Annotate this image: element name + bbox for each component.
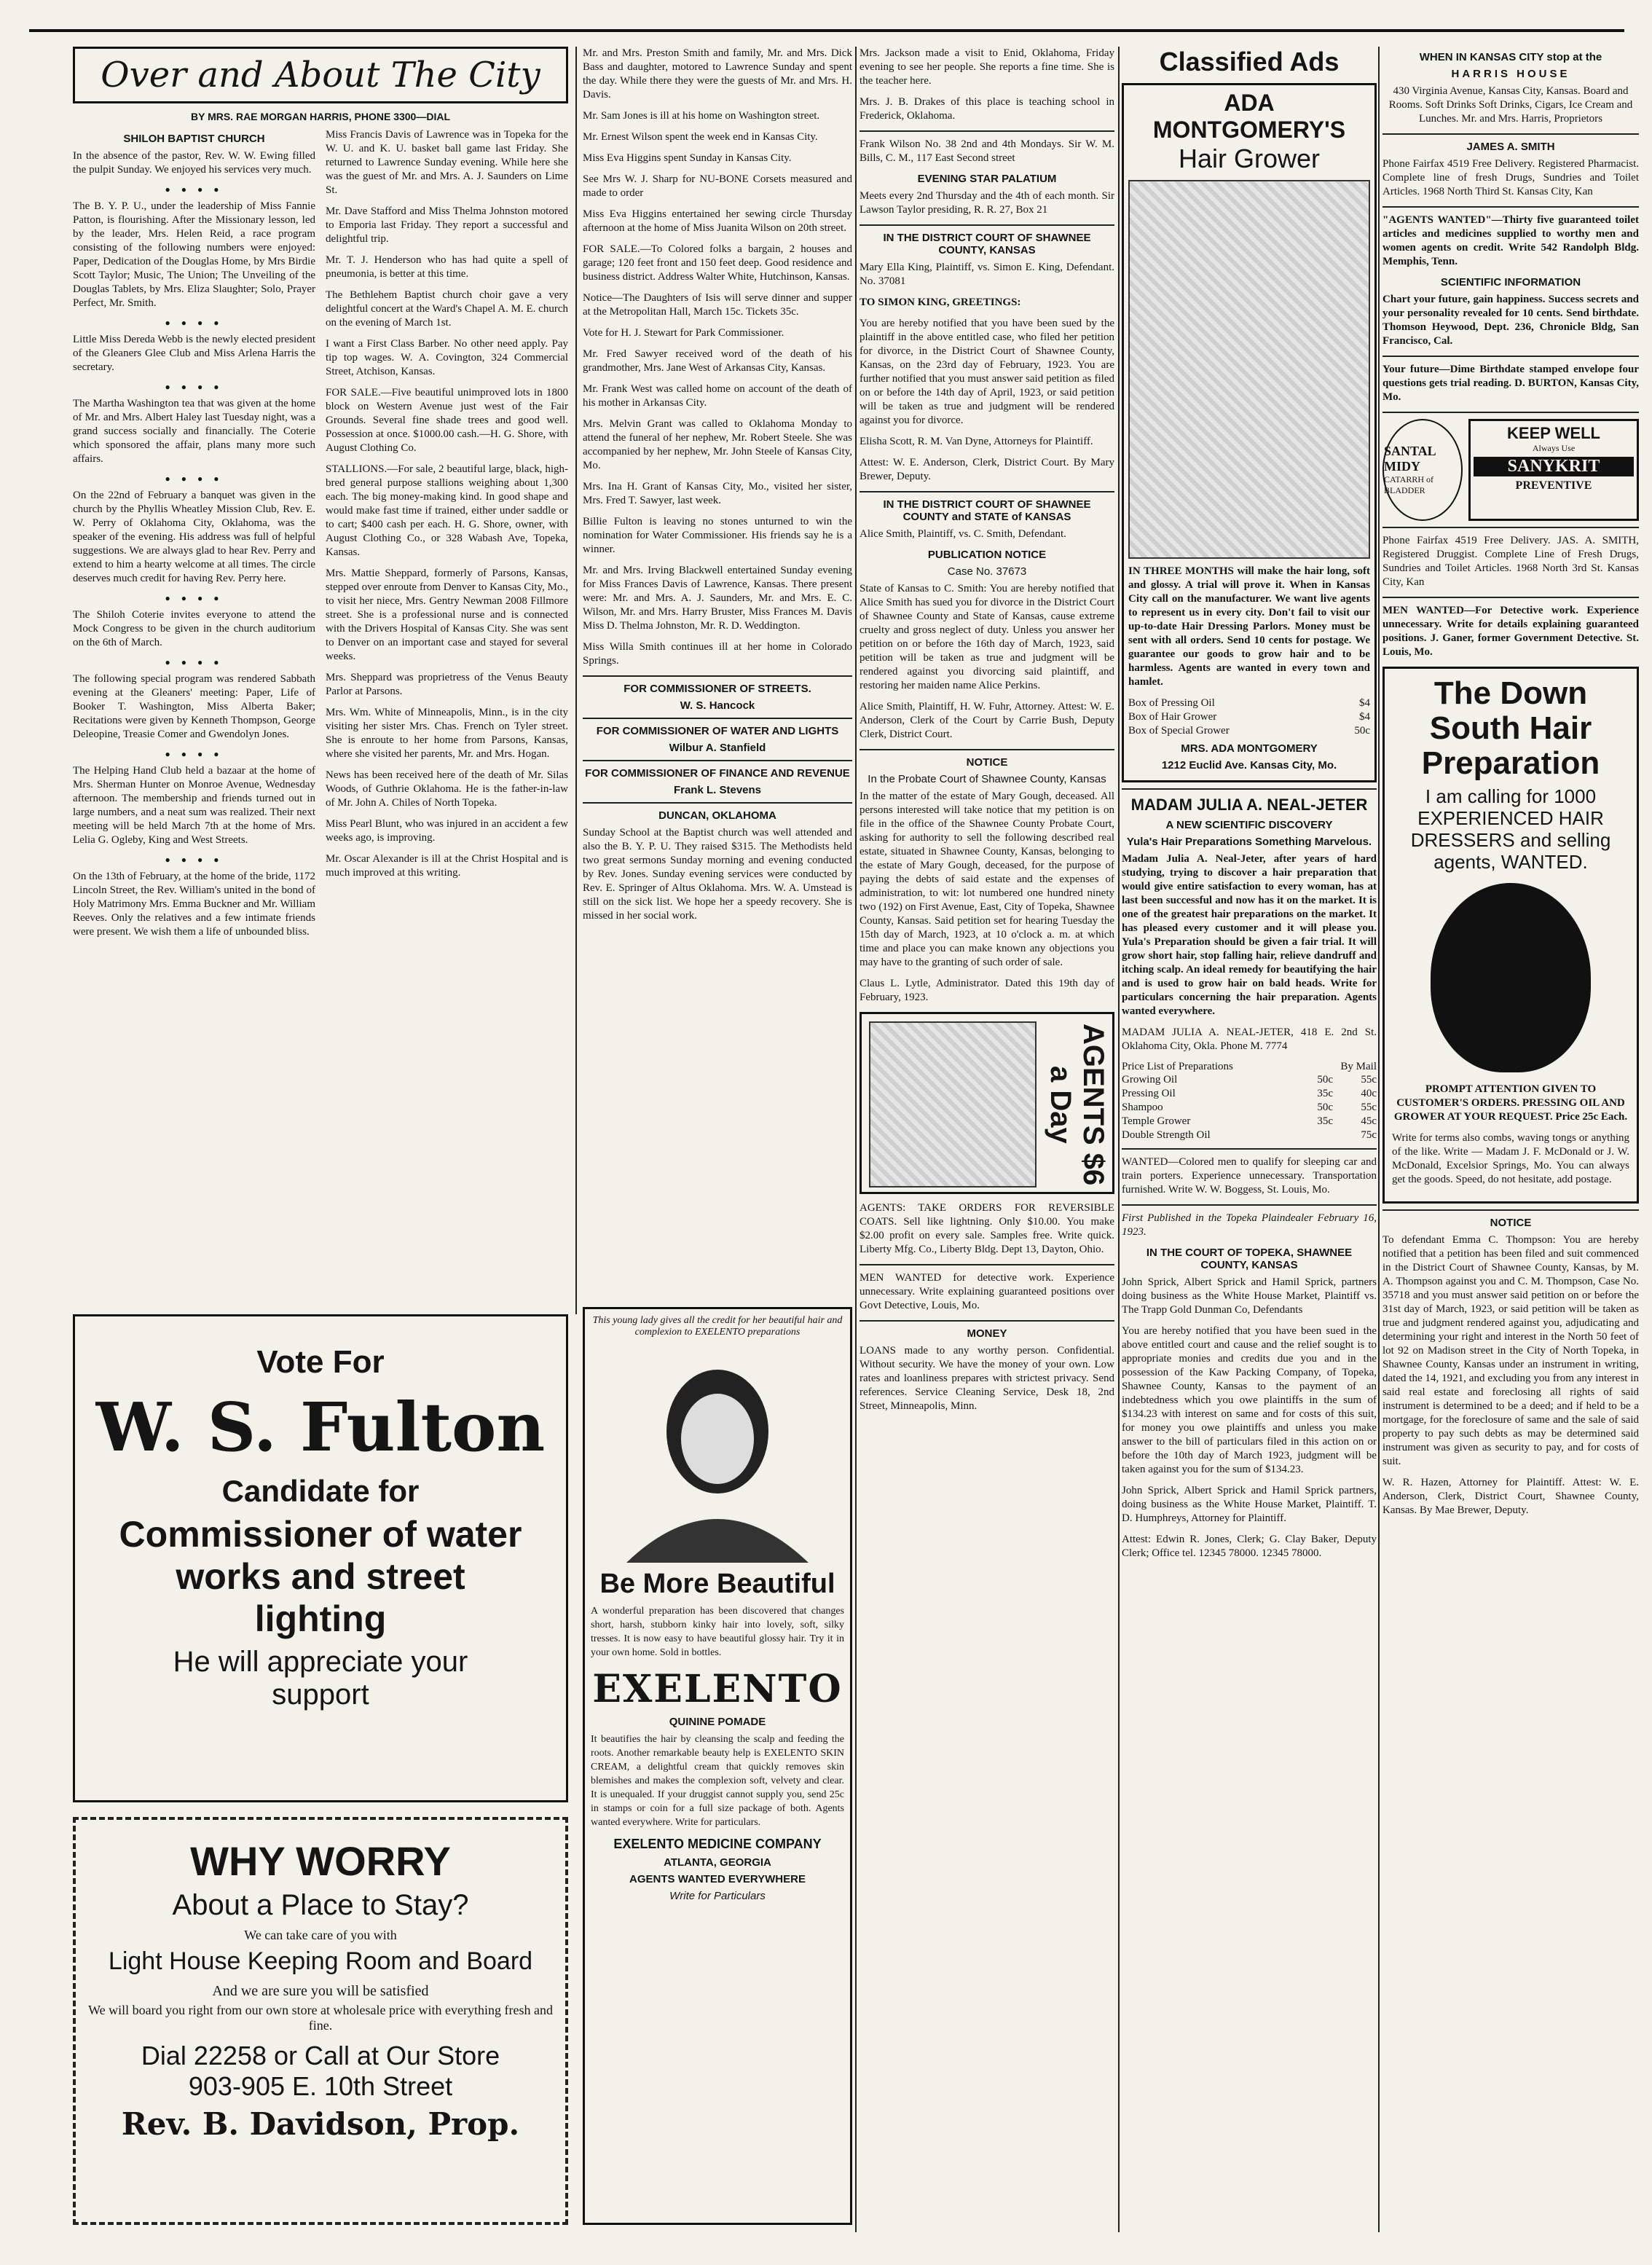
julia-price-list — [1122, 1073, 1377, 1142]
fulton-ad — [73, 1314, 568, 1802]
col2-items — [583, 47, 852, 668]
price-value: $4 — [1359, 711, 1370, 723]
price-value — [1289, 1128, 1333, 1142]
news-item: FOR SALE.—To Colored folks a bargain, 2 houses and garage; 120 feet front and 150 feet deep. Good residence and business district. Address Walter White, Hutchinson, Kansas. — [583, 243, 852, 283]
julia-tag: Yula's Hair Preparations Something Marvelous. — [1126, 836, 1372, 848]
court2-case: Case No. 37673 — [947, 565, 1027, 578]
column-rule — [575, 47, 577, 1314]
pol-water-name: Wilbur A. Stanfield — [669, 742, 766, 754]
duncan-heading: DUNCAN, OKLAHOMA — [658, 809, 776, 822]
worry-headline: WHY WORRY — [190, 1838, 451, 1884]
news-item: Billie Fulton is leaving no stones unturned to win the nomination for Water Commissioner. His friends say he is a winner. — [583, 516, 852, 555]
masthead-box — [73, 47, 568, 103]
society-col-a — [73, 128, 315, 946]
probate-sign: Claus L. Lytle, Administrator. Dated this 19th day of February, 1923. — [860, 978, 1114, 1003]
news-item: Miss Eva Higgins spent Sunday in Kansas City. — [583, 152, 792, 164]
price-mail: 55c — [1361, 1102, 1377, 1113]
fulton-name: W. S. Fulton — [95, 1388, 546, 1467]
court1-body: You are hereby notified that you have been sued by the plaintiff in the above entitled case, who filed her petition for divorce, in the District Court of Shawnee County, Kansas, on the 23rd day of February, 1923. You are further notified that you must answer said petition as filed on or before the 14th day of April, 1923, or said petition will be taken as true and judgment will be rendered against you for divorce. — [860, 318, 1114, 426]
shiloh-heading: SHILOH BAPTIST CHURCH — [123, 133, 265, 145]
news-item: Mr. T. J. Henderson who has had quite a spell of pneumonia, is better at this time. — [326, 254, 568, 280]
preventive: PREVENTIVE — [1515, 479, 1592, 492]
price-item: Box of Pressing Oil — [1128, 697, 1215, 709]
price-row — [1122, 1101, 1377, 1115]
newspaper-page — [29, 29, 1639, 2244]
probate-sub: In the Probate Court of Shawnee County, Kansas — [868, 773, 1106, 785]
julia-address: MADAM JULIA A. NEAL-JETER, 418 E. 2nd St. Oklahoma City, Okla. Phone M. 7774 — [1122, 1026, 1377, 1052]
news-item: See Mrs W. J. Sharp for NU-BONE Corsets measured and made to order — [583, 173, 852, 199]
news-item: FOR SALE.—Five beautiful unimproved lots in 1800 block on Western Avenue just west of the Fair Grounds. Several fine shade trees and good well. Possession at once. $1000.00 cash.—H. G. Shore, with August Clothing Co. — [326, 387, 568, 454]
worry-phone: Dial 22258 or Call at Our Store — [141, 2041, 500, 2070]
julia-by-mail: By Mail — [1340, 1061, 1377, 1072]
evening-star-heading: EVENING STAR PALATIUM — [917, 173, 1057, 185]
exelento-caption: This young lady gives all the credit for her beautiful hair and complexion to EXELENTO preparations — [592, 1315, 843, 1338]
shiloh-items — [73, 149, 315, 939]
agents-coats: AGENTS: TAKE ORDERS FOR REVERSIBLE COATS. Sell like lightning. Only $10.00. You make $2.00 profit on every sale. Samples free. Write quick. Liberty Mfg. Co., Liberty Bldg. Dept 13, Dayton, Ohio. — [860, 1202, 1114, 1255]
down-head-1: The Down — [1433, 675, 1588, 711]
column-2 — [583, 47, 852, 1314]
price-mail: 75c — [1361, 1129, 1377, 1141]
news-item: Miss Willa Smith continues ill at her home in Colorado Springs. — [583, 641, 852, 667]
fulton-support: support — [272, 1679, 369, 1711]
down-body: I am calling for 1000 EXPERIENCED HAIR DRESSERS and selling agents, WANTED. — [1410, 785, 1611, 873]
byline: BY MRS. RAE MORGAN HARRIS, PHONE 3300—DIAL — [190, 111, 450, 122]
court3-attest: Attest: Edwin R. Jones, Clerk; G. Clay Baker, Deputy Clerk; Office tel. 12345 78000. 12345 78000. — [1122, 1534, 1377, 1559]
news-item: Mr. and Mrs. Irving Blackwell entertained Sunday evening for Miss Frances Davis of Lawrence, Kansas. There present were: Mr. and Mrs. A. J. Saunders, Mr. and Mrs. E. C. Wilson, Mr. and Mrs. Harry Bruster, Miss Frances M. Davis Miss D. Thelma Johnston, Mr. R. D. Weddington. — [583, 565, 852, 632]
news-item: On the 13th of February, at the home of the bride, 1172 Lincoln Street, the Rev. William's united in the bond of Holy Matrimony Mrs. Emma Buckner and Mr. William Reeves. Only the relatives and a few intimate friends were present. We wish them a life of unbounded bliss. — [73, 871, 315, 938]
column-3 — [860, 47, 1114, 2232]
court1-attest: Attest: W. E. Anderson, Clerk, District Court. By Mary Brewer, Deputy. — [860, 457, 1114, 482]
news-item: Mrs. Ina H. Grant of Kansas City, Mo., visited her sister, Mrs. Fred T. Sawyer, last week. — [583, 481, 852, 506]
separator-stars: ● ● ● ● — [165, 382, 224, 392]
ada-heading: ADA MONTGOMERY'S — [1152, 90, 1346, 143]
column-5 — [1382, 47, 1639, 2232]
santal-midy: SANTAL MIDY — [1384, 444, 1436, 474]
sanykrit: SANYKRIT — [1474, 457, 1634, 476]
masthead-title: Over and About The City — [101, 55, 540, 95]
worry-proprietor: Rev. B. Davidson, Prop. — [121, 2106, 520, 2142]
news-item: The B. Y. P. U., under the leadership of Miss Fannie Patton, is flourishing. After the Missionary lesson, led by the leader, Mrs. Helen Reid, a race program consisting of the following numbers were enjoyed: Paper, Dedication of the Douglas Home, by Mrs Birdie Scott Taylor; Music, The Union; The Unveiling of the Douglas Tablets, by Mrs. Eliza Slaughter; Solo, Prayer Perfect, Mr. Smith. — [73, 200, 315, 309]
exelento-city: ATLANTA, GEORGIA — [664, 1856, 771, 1869]
news-item: On the 22nd of February a banquet was given in the church by the Phyllis Wheatley Mission Club, Rev. E. W. Perry of Oklahoma City, Oklahoma, was the speaker of the evening. His address was full of helpful suggestions. We are always glad to hear Rev. Perry and extend to him a hearty welcome at all times. The circle deserves much credit for having Rev. Perry here. — [73, 490, 315, 584]
news-item: Little Miss Dereda Webb is the newly elected president of the Gleaners Glee Club and Miss Arlena Harris the secretary. — [73, 334, 315, 373]
exelento-agents: AGENTS WANTED EVERYWHERE — [629, 1873, 806, 1885]
probate-body: In the matter of the estate of Mary Gough, deceased. All persons interested will take notice that my petition is on file in the office of the Shawnee County Probate Court, asking for authority to sell the following described real estate, situated in Shawnee County, Kansas, belonging to the estate of Mary Gough, deceased, for the purpose of paying the debts of said estate and the expenses of administration, to wit: lot numbered one hundred ninety two (192) on First Avenue, East, City of Topeka, Shawnee County, Kansas. Said petition set for hearing Tuesday the 15th day of March, 1923, at 10 o'clock a. m. at which time and place you can make known any objections you may have to the granting of such order of sale. — [860, 790, 1114, 968]
porters-wanted: WANTED—Colored men to qualify for sleeping car and train porters. Experience unnecessary. Transportation furnished. Write W. W. Boggess, St. Louis, Mo. — [1122, 1156, 1377, 1196]
price-item: Box of Hair Grower — [1128, 711, 1217, 723]
fulton-office: Commissioner of water — [119, 1514, 522, 1555]
col3-item: Mrs. J. B. Drakes of this place is teaching school in Frederick, Oklahoma. — [860, 96, 1114, 122]
ada-price-list — [1128, 696, 1370, 738]
exelento-company: EXELENTO MEDICINE COMPANY — [613, 1837, 822, 1851]
news-item: The Martha Washington tea that was given at the home of Mr. and Mrs. Albert Haley last Tuesday night, was a grand success socially and financially. The Coterie which sponsored the affair, plans many more such affairs. — [73, 398, 315, 465]
sci-heading: SCIENTIFIC INFORMATION — [1440, 276, 1581, 288]
down-head-3: Preparation — [1421, 745, 1600, 781]
separator-stars: ● ● ● ● — [165, 474, 224, 484]
notice-sign: W. R. Hazen, Attorney for Plaintiff. Attest: W. E. Anderson, Clerk, District Court, Shawnee County, Kansas. By Mae Brewer, Deputy. — [1382, 1477, 1639, 1516]
society-section — [73, 47, 568, 1300]
news-item: Mr. Ernest Wilson spent the week end in Kansas City. — [583, 131, 818, 143]
money-heading: MONEY — [967, 1327, 1007, 1340]
down-more: Write for terms also combs, waving tongs or anything of the like. Write — Madam J. F. McDonald or J. W. McDonald, Excelsior Springs, Mo. You can always get the goods. Speed, do not hesitate, add postage. — [1392, 1132, 1629, 1185]
news-item: Vote for H. J. Stewart for Park Commissioner. — [583, 327, 784, 339]
price-row — [1122, 1115, 1377, 1128]
classified-heading: Classified Ads — [1159, 47, 1340, 76]
worry-rooms: Light House Keeping Room and Board — [108, 1947, 533, 1975]
court2-pub: PUBLICATION NOTICE — [927, 549, 1047, 561]
exelento-write: Write for Particulars — [669, 1890, 766, 1902]
down-prompt: PROMPT ATTENTION GIVEN TO CUSTOMER'S ORDERS. PRESSING OIL AND GROWER AT YOUR REQUEST. Price 25c Each. — [1393, 1083, 1628, 1123]
detective-wanted: MEN WANTED—For Detective work. Experience unnecessary. Write for details explaining guaranteed positions. J. Ganer, former Government Detective. St. Louis, Mo. — [1382, 605, 1639, 658]
court2-heading: IN THE DISTRICT COURT OF SHAWNEE COUNTY and STATE of KANSAS — [883, 498, 1091, 523]
exelento-brand-sub: QUININE POMADE — [669, 1716, 766, 1728]
lodge-notice: Frank Wilson No. 38 2nd and 4th Mondays. Sir W. M. Bills, C. M., 117 East Second street — [860, 138, 1114, 164]
price-item: Box of Special Grower — [1128, 725, 1230, 737]
news-item: Mr. Dave Stafford and Miss Thelma Johnston motored to Emporia last Friday. They report a successful and delightful trip. — [326, 205, 568, 245]
price-value: 50c — [1354, 725, 1370, 737]
price-value: $4 — [1359, 697, 1370, 709]
exelento-brand: EXELENTO — [592, 1667, 843, 1711]
price-value: 35c — [1317, 1115, 1333, 1127]
exelento-headline: Be More Beautiful — [599, 1569, 835, 1599]
price-item: Double Strength Oil — [1122, 1129, 1211, 1141]
fulton-office-3: lighting — [254, 1598, 387, 1639]
court3-body: You are hereby notified that you have been sued in the above entitled court and cause and the relief sought is to appropriate monies and credits due you and in the possession of the Kaw Packing Company, of Topeka, Shawnee County, Kansas to the payment of an indebtedness which you owe plaintiffs in the sum of $134.23 with interest on same and for costs of this suit, for money you owe plaintiffs and unless you make answer to the bill of particulars filed in this action on or before the 10th day of March 1923, judgment will be taken against you for the sum of $134.23. — [1122, 1325, 1377, 1475]
fulton-office-2: works and street — [176, 1556, 465, 1597]
court1-sign: Elisha Scott, R. M. Van Dyne, Attorneys for Plaintiff. — [860, 436, 1093, 447]
news-item: STALLIONS.—For sale, 2 beautiful large, black, high-bred general purpose stallions weighing about 1,300 each. The big money-making kind. In good shape and would make fast time if trained, either under saddle or to cart; $400 cash per each. H. G. Shore, owner, with August Clothing Co., or 328 Wabash Ave, Topeka, Kansas. — [326, 463, 568, 558]
price-row — [1122, 1073, 1377, 1087]
men-wanted: MEN WANTED for detective work. Experience unnecessary. Write explaining guaranteed positions over Govt Detective, Louis, Mo. — [860, 1272, 1114, 1311]
julia-list-heading: Price List of Preparations — [1122, 1061, 1233, 1072]
price-mail: 40c — [1361, 1088, 1377, 1099]
news-item: Mr. Sam Jones is ill at his home on Washington street. — [583, 110, 820, 122]
court2-body: State of Kansas to C. Smith: You are hereby notified that Alice Smith has sued you for divorce in the District Court of Shawnee County and State of Kansas, cause extreme cruelty and gross neglect of duty. Unless you answer her petition on or before the 16th day of March, 1923, said petition will be taken as true and judgment will be rendered against you divorcing said plaintiff, and restoring her maiden name Alice Perkins. — [860, 583, 1114, 691]
news-item: Mr. and Mrs. Preston Smith and family, Mr. and Mrs. Dick Bass and daughter, motored to Lawrence Sunday and spent the day. While there they were the guests of Mr. and Mrs. H. Davis. — [583, 47, 852, 101]
ada-address-name: MRS. ADA MONTGOMERY — [1181, 742, 1318, 755]
pol-finance: FOR COMMISSIONER OF FINANCE AND REVENUE — [585, 767, 850, 780]
society-col-b — [326, 128, 568, 946]
news-item: Mr. Fred Sawyer received word of the death of his grandmother, Mrs. Jane West of Arkansas City, Kansas. — [583, 348, 852, 374]
court1-heading: IN THE DISTRICT COURT OF SHAWNEE COUNTY, KANSAS — [883, 232, 1091, 256]
news-item: Miss Francis Davis of Lawrence was in Topeka for the W. U. and K. U. basket ball game last Friday. She returned to Lawrence Sunday evening. While here she was the guest of Mr. and Mrs. A. J. Saunders on Lime St. — [326, 129, 568, 196]
santal-midy-badge — [1382, 419, 1463, 521]
court3-sign: John Sprick, Albert Sprick and Hamil Sprick partners, doing business as the White House Market, Plaintiff. T. D. Humphreys, Attorney for Plaintiff. — [1122, 1485, 1377, 1524]
harris-body: 430 Virginia Avenue, Kansas City, Kansas. Board and Rooms. Soft Drinks Soft Drinks, Cigars, Ice Cream and Lunches. Mr. and Mrs. Harris, Proprietors — [1388, 85, 1633, 125]
price-value: 50c — [1317, 1102, 1333, 1113]
local-items — [326, 128, 568, 880]
notice-body: To defendant Emma C. Thompson: You are hereby notified that a petition has been filed and suit commenced in the District Court of Shawnee County, Kansas, by M. A. Thompson against you and C. M. Thompson, Case No. 35718 and you must answer said petition on or before the 31st day of March, 1923, or said petition will be taken as true and judgment rendered against you, adjudicating and determining your right and interest in the North 50 feet of lot 92 on Madison street in the City of North Topeka, in Shawnee County, Kansas under an instrument in writing, dated the 14, 1921, and excluding you from any interest in said real estate and foreclosing all rights of said instrument is determined to be a deed; and if held to be a mortgage, for the foreclosure of same and the sale of said property to pay such debts as may be determined said instrument was given as security to pay, and for costs of suit. — [1382, 1234, 1639, 1467]
exelento-ad — [583, 1307, 852, 2225]
column-rule — [1118, 47, 1120, 2232]
catarrh: CATARRH of BLADDER — [1384, 474, 1434, 495]
price-item: Pressing Oil — [1122, 1088, 1176, 1099]
separator-stars: ● ● ● ● — [165, 318, 224, 328]
sci-body: Chart your future, gain happiness. Success secrets and your personality revealed for 10 cents. Send birthdate. Thomson Heywood, Dept. 236, Chronicle Bldg, San Francisco, Cal. — [1382, 294, 1639, 347]
price-item: Temple Grower — [1122, 1115, 1191, 1127]
julia-heading: MADAM JULIA A. NEAL-JETER — [1130, 796, 1368, 814]
news-item: The Shiloh Coterie invites everyone to attend the Mock Congress to be given in the church auditorium on the 6th of March. — [73, 609, 315, 648]
first-published: First Published in the Topeka Plaindealer February 16, 1923. — [1122, 1212, 1377, 1238]
news-item: News has been received here of the death of Mr. Silas Woods, of Guthrie Oklahoma. He is the father-in-law of Mr. John A. Chiles of North Topeka. — [326, 769, 568, 809]
news-item: Mr. Frank West was called home on account of the death of his mother in Arkansas City. — [583, 383, 852, 409]
money-body: LOANS made to any worthy person. Confidential. Without security. We have the money of your own. Low rates and loanliness prepares with strictest privacy. Send references. Service Cleaning Service, Desk 18, 2nd Street, Minneapolis, Minn. — [860, 1345, 1114, 1412]
separator-stars: ● ● ● ● — [165, 855, 224, 865]
price-row — [1128, 724, 1370, 738]
harris-name: HARRIS HOUSE — [1451, 68, 1570, 80]
col3-item: Mrs. Jackson made a visit to Enid, Oklahoma, Friday evening to see her people. She reports a fine time. She is the teacher here. — [860, 47, 1114, 87]
smith-body: Phone Fairfax 4519 Free Delivery. Registered Pharmacist. Complete line of fresh Drugs, Sundries and Toilet Articles. 1968 North Third St. Kansas City, Kan — [1382, 158, 1639, 197]
agents-wanted: "AGENTS WANTED"—Thirty five guaranteed toilet articles and medicines supplied to worthy men and women agents on credit. Write 542 Randolph Bldg. Memphis, Tenn. — [1382, 214, 1639, 267]
keep-well-ad — [1468, 419, 1639, 521]
column-4 — [1122, 47, 1377, 2232]
court2-sign: Alice Smith, Plaintiff, H. W. Fuhr, Attorney. Attest: W. E. Anderson, Clerk of the Court by Carrie Bush, Deputy Clerk, District Court. — [860, 701, 1114, 740]
fulton-vote-for: Vote For — [256, 1344, 385, 1380]
court3-parties: John Sprick, Albert Sprick and Hamil Sprick, partners doing business as the White House Market, Plaintiff vs. The Trapp Gold Dunman Co, Defendants — [1122, 1276, 1377, 1316]
agents-ad — [860, 1012, 1114, 1194]
evening-star-notice: Meets every 2nd Thursday and the 4th of each month. Sir Lawson Taylor presiding, R. R. 27, Box 21 — [860, 190, 1114, 216]
price-item: Growing Oil — [1122, 1074, 1178, 1086]
notice-heading: NOTICE — [1490, 1217, 1532, 1229]
julia-sub: A NEW SCIENTIFIC DISCOVERY — [1165, 819, 1333, 831]
worry-line-6: We will board you right from our own store at wholesale price with everything fresh and fine. — [88, 2003, 553, 2033]
news-item: The Bethlehem Baptist church choir gave a very delightful concert at the Ward's Chapel A. M. E. church on the evening of March 1st. — [326, 289, 568, 329]
news-item: The Helping Hand Club held a bazaar at the home of Mrs. Sherman Hunter on Monroe Avenue, Wednesday afternoon. The membership and friends turned out in large numbers, and a neat sum was realized. Their next meeting will be held March 7th at the home of Mrs. Lelia G. Ogleby, King and West Streets. — [73, 765, 315, 846]
court2-parties: Alice Smith, Plaintiff, vs. C. Smith, Defendant. — [860, 528, 1066, 540]
smith-heading: JAMES A. SMITH — [1466, 141, 1555, 153]
court1-greeting: TO SIMON KING, GREETINGS: — [860, 297, 1021, 308]
worry-subhead: About a Place to Stay? — [172, 1889, 469, 1921]
ada-body: IN THREE MONTHS will make the hair long, soft and glossy. A trial will prove it. When in Kansas City call on the manufacturer. We want live agents to represent us in every city. Don't fail to visit our up-to-date Hair Dressing Parlors. Money must be sent with all orders. Send 10 cents for postage. We guarantee our goods to grow hair and to be harmless. Agents are wanted in every town and hamlet. — [1128, 565, 1370, 688]
pol-streets: FOR COMMISSIONER OF STREETS. — [624, 683, 811, 695]
pol-water: FOR COMMISSIONER OF WATER AND LIGHTS — [596, 725, 839, 737]
coat-illustration-icon — [869, 1021, 1037, 1188]
ada-sub: Hair Grower — [1178, 144, 1321, 173]
fulton-candidate: Candidate for — [221, 1474, 420, 1508]
harris-heading: WHEN IN KANSAS CITY stop at the — [1419, 51, 1602, 63]
agents-ad-headline: AGENTS $6 a Day — [1045, 1023, 1109, 1186]
news-item: Miss Pearl Blunt, who was injured in an accident a few weeks ago, is improving. — [326, 818, 568, 844]
price-row — [1128, 696, 1370, 710]
exelento-body-1: A wonderful preparation has been discovered that changes short, harsh, stubborn kinky hair into lovely, soft, silky tresses. It is now easy to have beautiful glossy hair. Try it in your own home. Sold in bottles. — [591, 1606, 844, 1658]
duncan-news: Sunday School at the Baptist church was well attended and also the B. Y. P. U. They raised $315. The Methodists held two great sermons Sunday morning and evening conducted by Rev. Jones. Sunday evening services were conducted by Rev. E. Springer of Altus Oklahoma. Mrs. W. A. Umstead is still on the sick list. We hope her a speedy recovery. She is missed in her social work. — [583, 827, 852, 922]
court3-heading: IN THE COURT OF TOPEKA, SHAWNEE COUNTY, KANSAS — [1146, 1247, 1353, 1271]
ada-ad — [1122, 83, 1377, 782]
down-south-ad — [1382, 667, 1639, 1204]
why-worry-ad — [73, 1817, 568, 2225]
news-item: Miss Eva Higgins entertained her sewing circle Thursday afternoon at the home of Miss Juanita Wilson on 20th street. — [583, 208, 852, 234]
price-row — [1122, 1128, 1377, 1142]
news-item: The following special program was rendered Sabbath evening at the Gleaners' meeting: Paper, Life of Booker T. Washington, Miss Alberta Baker; Recitations were given by Kenneth Thompson, George Deleopine, Treasie Comer and Gwendolyn Jones. — [73, 673, 315, 740]
price-row — [1122, 1087, 1377, 1101]
price-value: 50c — [1317, 1074, 1333, 1086]
worry-line-5: And we are sure you will be satisfied — [212, 1983, 429, 1999]
news-item: Mrs. Wm. White of Minneapolis, Minn., is in the city visiting her sister Mrs. Chas. French on Tyler street. She is enroute to her home from Parsons, Kansas, where she visited her parents, Mr. and Mrs. Hogan. — [326, 707, 568, 760]
separator-stars: ● ● ● ● — [165, 749, 224, 759]
price-item: Shampoo — [1122, 1102, 1163, 1113]
price-mail: 45c — [1361, 1115, 1377, 1127]
court1-parties: Mary Ella King, Plaintiff, vs. Simon E. King, Defendant. No. 37081 — [860, 262, 1114, 287]
fulton-appreciate: He will appreciate your — [173, 1646, 468, 1678]
worry-line-3: We can take care of you with — [244, 1928, 397, 1942]
column-rule — [1378, 47, 1380, 2232]
pol-streets-name: W. S. Hancock — [680, 699, 755, 712]
woman-portrait-icon — [597, 1344, 838, 1563]
down-head-2: South Hair — [1429, 710, 1592, 746]
news-item: Mrs. Melvin Grant was called to Oklahoma Monday to attend the funeral of her nephew, Mr. Robert Steele. She was accompanied by her nephew, Mr. John Steele of Kansas City, Mo. — [583, 418, 852, 471]
column-rule — [855, 47, 857, 2232]
separator-stars: ● ● ● ● — [165, 593, 224, 603]
woman-hair-portrait-icon — [1128, 180, 1370, 559]
price-value: 35c — [1317, 1088, 1333, 1099]
julia-body: Madam Julia A. Neal-Jeter, after years of hard studying, trying to discover a hair preparation that would give entire satisfaction to every woman, has at last been successful and now has it on the market. It is one of the greatest hair preparations on the market. It has pleased every customer and it will please you. Yula's Preparation should be given a fair trial. It will grow short hair, stop falling hair, relieve dandruff and itching scalp. An ideal remedy for beautifying the hair and is used to grow hair on bald heads. Write for particulars concerning the hair preparation. Agents wanted everywhere. — [1122, 853, 1377, 1017]
price-mail: 55c — [1361, 1074, 1377, 1086]
smith-druggist: Phone Fairfax 4519 Free Delivery. JAS. A. SMITH, Registered Druggist. Complete Line of Fresh Drugs, Sundries and Toilet Articles. 1968 North 3rd St. Kansas City, Kan — [1382, 535, 1639, 588]
probate-heading: NOTICE — [966, 756, 1008, 769]
news-item: Notice—The Daughters of Isis will serve dinner and supper at the Metropolitan Hall, March 15c. Tickets 35c. — [583, 292, 852, 318]
always-use: Always Use — [1532, 443, 1576, 453]
news-item: I want a First Class Barber. No other need apply. Pay tip top wages. W. A. Covington, 324 Commercial Street, Atchison, Kansas. — [326, 338, 568, 377]
ada-address: 1212 Euclid Ave. Kansas City, Mo. — [1161, 759, 1337, 772]
future-reading: Your future—Dime Birthdate stamped envelope four questions gets trial reading. D. BURTON, Kansas City, Mo. — [1382, 364, 1639, 403]
pol-finance-name: Frank L. Stevens — [673, 784, 762, 796]
separator-stars: ● ● ● ● — [165, 184, 224, 195]
hair-silhouette-icon — [1431, 883, 1591, 1072]
price-row — [1128, 710, 1370, 724]
news-item: In the absence of the pastor, Rev. W. W. Ewing filled the pulpit Sunday. We enjoyed his services very much. — [73, 150, 315, 176]
worry-address: 903-905 E. 10th Street — [188, 2071, 453, 2101]
news-item: Mrs. Mattie Sheppard, formerly of Parsons, Kansas, stepped over enroute from Denver to Kansas City, Mo., to visit her niece, Mrs. Gentry Newman 2008 Fillmore street. She is a professional nurse and is connected with the Drivers Hospital of Kansas City. She was sent to Denver on an important case and stayed for several weeks. — [326, 568, 568, 662]
separator-stars: ● ● ● ● — [165, 657, 224, 667]
news-item: Mr. Oscar Alexander is ill at the Christ Hospital and is much improved at this writing. — [326, 853, 568, 879]
exelento-body-2: It beautifies the hair by cleansing the scalp and feeding the roots. Another remarkable beauty help is EXELENTO SKIN CREAM, a delightful cream that quickly removes skin blemishes and makes the complexion soft, velvety and clear. It is unequaled. If your druggist cannot supply you, send 25c in stamps or coin for a full size package of both. Agents wanted everywhere. Write for particulars. — [591, 1734, 844, 1828]
keep-well: KEEP WELL — [1507, 424, 1600, 442]
news-item: Mrs. Sheppard was proprietress of the Venus Beauty Parlor at Parsons. — [326, 672, 568, 697]
